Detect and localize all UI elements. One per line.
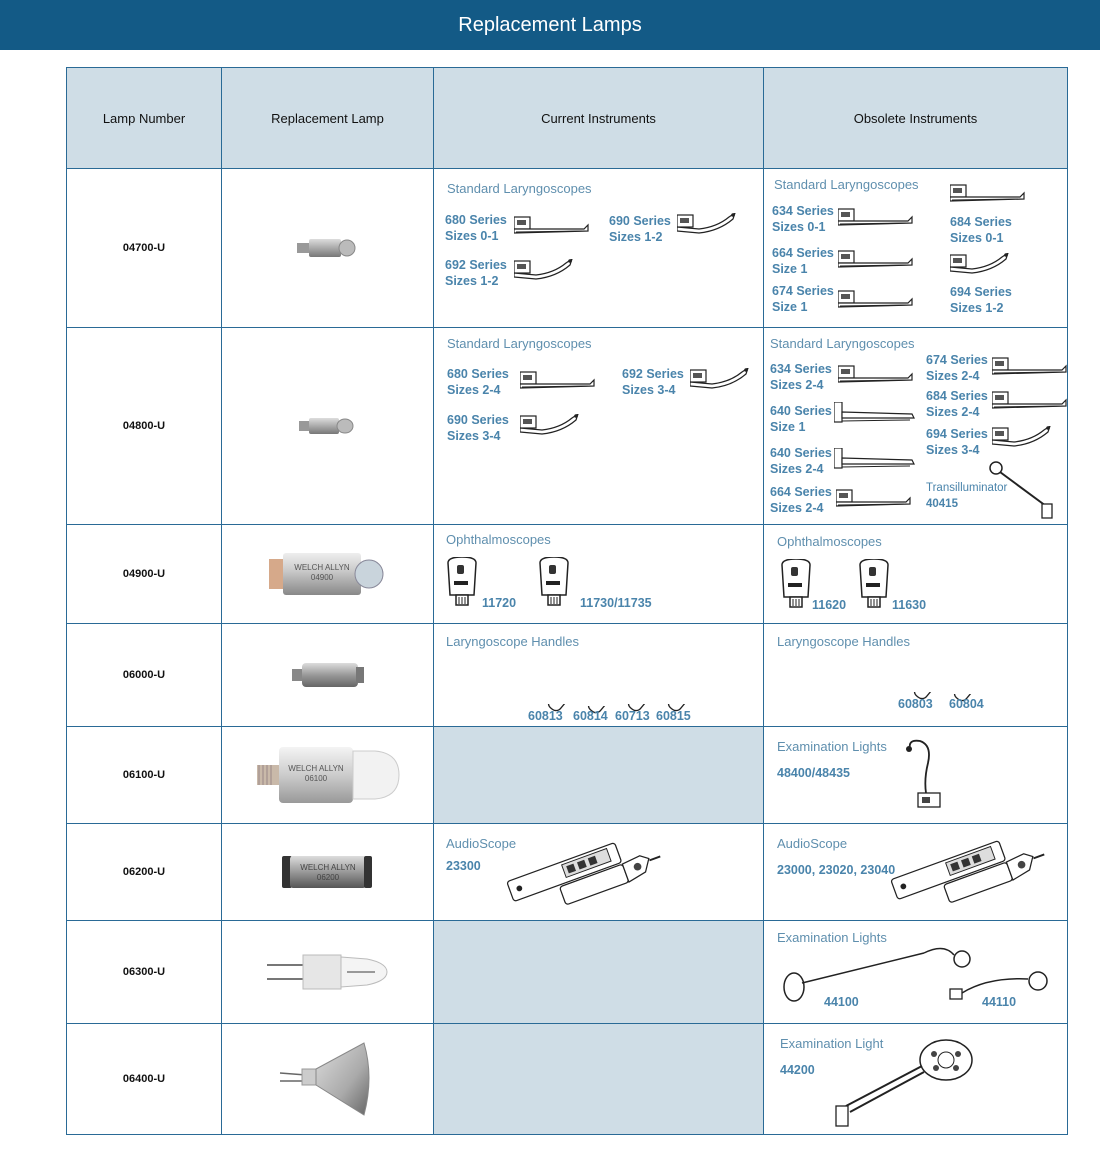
current-instruments-cell xyxy=(434,525,764,624)
current-instruments-cell xyxy=(434,824,764,921)
laryngoscope-blade-icon xyxy=(992,390,1068,412)
lamp-number: 06000-U xyxy=(67,624,222,727)
laryngoscope-blade-icon xyxy=(690,368,752,392)
instrument-label: 634 Series Sizes 2-4 xyxy=(770,362,832,392)
obsolete-instruments-cell xyxy=(764,624,1068,727)
section-title: Standard Laryngoscopes xyxy=(770,336,915,351)
transilluminator-icon xyxy=(986,460,1062,524)
obsolete-instruments-cell xyxy=(764,328,1068,525)
lamp-number: 06200-U xyxy=(67,824,222,921)
examination-light-icon xyxy=(826,1030,976,1130)
instrument-label: 674 Series Size 1 xyxy=(772,284,834,314)
lamp-number: 04700-U xyxy=(67,169,222,328)
lamp-icon xyxy=(263,545,393,603)
instrument-label: 11720 xyxy=(482,596,517,610)
obsolete-instruments-cell xyxy=(764,1024,1068,1135)
svg-text:WELCH ALLYN: WELCH ALLYN xyxy=(287,764,344,773)
instrument-label: 692 Series Sizes 1-2 xyxy=(445,258,507,288)
table-row xyxy=(67,921,1068,1024)
table-row xyxy=(67,727,1068,824)
laryngoscope-blade-icon xyxy=(520,370,600,392)
instrument-label: 44100 xyxy=(824,995,859,1009)
lamp-number: 04900-U xyxy=(67,525,222,624)
audioscope-icon xyxy=(498,834,678,920)
section-title: Ophthalmoscopes xyxy=(446,532,551,547)
section-title: Laryngoscope Handles xyxy=(777,634,910,649)
replacement-lamps-table xyxy=(66,67,1068,1135)
instrument-label: 680 Series Sizes 2-4 xyxy=(447,367,509,397)
instrument-label: 674 Series Sizes 2-4 xyxy=(926,353,988,383)
lamp-image-cell xyxy=(222,727,434,824)
instrument-label: 11630 xyxy=(892,598,927,612)
obsolete-instruments-cell xyxy=(764,727,1068,824)
instrument-label: 634 Series Sizes 0-1 xyxy=(772,204,834,234)
instrument-label: 694 Series Sizes 3-4 xyxy=(926,427,988,457)
instrument-label: 694 Series Sizes 1-2 xyxy=(950,285,1012,315)
instrument-label: 690 Series Sizes 3-4 xyxy=(447,413,509,443)
laryngoscope-blade-icon xyxy=(520,414,582,438)
svg-text:04900: 04900 xyxy=(310,573,333,582)
section-title: Examination Lights xyxy=(777,739,887,754)
instrument-label: 690 Series Sizes 1-2 xyxy=(609,214,671,244)
section-title: Laryngoscope Handles xyxy=(446,634,579,649)
section-title: Ophthalmoscopes xyxy=(777,534,882,549)
svg-text:WELCH ALLYN: WELCH ALLYN xyxy=(299,863,356,872)
obsolete-instruments-cell xyxy=(764,525,1068,624)
table-row xyxy=(67,824,1068,921)
audioscope-icon xyxy=(882,832,1062,918)
instrument-label: 60813 xyxy=(528,709,563,723)
lamp-icon xyxy=(278,1039,378,1119)
instrument-label: 60815 xyxy=(656,709,691,723)
instrument-label: 44200 xyxy=(780,1063,815,1077)
instrument-label: 44110 xyxy=(982,995,1017,1009)
lamp-image-cell xyxy=(222,169,434,328)
instrument-label: 60814 xyxy=(573,709,608,723)
obsolete-instruments-cell xyxy=(764,921,1068,1024)
lamp-image-cell xyxy=(222,921,434,1024)
current-instruments-cell xyxy=(434,624,764,727)
laryngoscope-blade-icon xyxy=(950,253,1024,281)
laryngoscope-blade-icon xyxy=(834,448,918,470)
instrument-label: 60803 xyxy=(898,697,933,711)
obsolete-instruments-cell xyxy=(764,824,1068,921)
laryngoscope-blade-icon xyxy=(514,215,594,237)
current-instruments-cell xyxy=(434,169,764,328)
lamp-number: 06400-U xyxy=(67,1024,222,1135)
laryngoscope-blade-icon xyxy=(838,289,918,311)
table-row xyxy=(67,525,1068,624)
table-row xyxy=(67,169,1068,328)
laryngoscope-blade-icon xyxy=(838,207,918,229)
lamp-number: 04800-U xyxy=(67,328,222,525)
lamp-image-cell xyxy=(222,824,434,921)
laryngoscope-blade-icon xyxy=(836,488,916,510)
header-current-instruments: Current Instruments xyxy=(434,68,764,169)
lamp-number: 06300-U xyxy=(67,921,222,1024)
obsolete-instruments-cell xyxy=(764,169,1068,328)
instrument-label: 60804 xyxy=(949,697,984,711)
header-row xyxy=(67,68,1068,169)
lamp-icon xyxy=(293,233,363,263)
ophthalmoscope-icon xyxy=(778,559,814,613)
section-title: AudioScope xyxy=(446,836,517,851)
lamp-image-cell xyxy=(222,1024,434,1135)
laryngoscope-blade-icon xyxy=(838,249,918,271)
laryngoscope-blade-icon xyxy=(950,183,1042,211)
instrument-label: 640 Series Size 1 xyxy=(770,404,832,434)
table-row xyxy=(67,624,1068,727)
instrument-label: 664 Series Size 1 xyxy=(772,246,834,276)
section-title: Standard Laryngoscopes xyxy=(774,177,919,192)
instrument-label: 640 Series Sizes 2-4 xyxy=(770,446,832,476)
svg-text:06200: 06200 xyxy=(316,873,339,882)
laryngoscope-blade-icon xyxy=(514,259,576,283)
lamp-image-cell xyxy=(222,624,434,727)
page-title: Replacement Lamps xyxy=(0,0,1100,50)
svg-text:WELCH ALLYN: WELCH ALLYN xyxy=(293,563,350,572)
examination-light-icon xyxy=(904,739,954,811)
instrument-label: 60713 xyxy=(615,709,650,723)
lamp-icon xyxy=(253,741,403,809)
header-obsolete-instruments: Obsolete Instruments xyxy=(764,68,1068,169)
instrument-label: 11730/11735 xyxy=(580,596,652,610)
ophthalmoscope-icon xyxy=(856,559,892,613)
instrument-label: 48400/48435 xyxy=(777,766,850,780)
instrument-label: 692 Series Sizes 3-4 xyxy=(622,367,684,397)
instrument-label: 664 Series Sizes 2-4 xyxy=(770,485,832,515)
svg-text:06100: 06100 xyxy=(304,774,327,783)
instrument-label: 23300 xyxy=(446,859,481,873)
instrument-label: 11620 xyxy=(812,598,847,612)
laryngoscope-blade-icon xyxy=(992,356,1068,378)
ophthalmoscope-icon xyxy=(536,557,572,607)
current-instruments-cell-empty xyxy=(434,921,764,1024)
instrument-label: Transilluminator 40415 xyxy=(926,482,1008,510)
ophthalmoscope-icon xyxy=(444,557,480,607)
lamp-image-cell xyxy=(222,525,434,624)
lamp-icon xyxy=(263,947,393,997)
section-title: Examination Lights xyxy=(777,930,887,945)
laryngoscope-blade-icon xyxy=(834,402,918,424)
laryngoscope-blade-icon xyxy=(992,426,1054,450)
table-row xyxy=(67,328,1068,525)
instrument-label: 680 Series Sizes 0-1 xyxy=(445,213,507,243)
laryngoscope-blade-icon xyxy=(677,213,739,237)
section-title: Examination Light xyxy=(780,1036,884,1051)
header-replacement-lamp: Replacement Lamp xyxy=(222,68,434,169)
current-instruments-cell-empty xyxy=(434,1024,764,1135)
section-title: Standard Laryngoscopes xyxy=(447,336,592,351)
lamp-image-cell xyxy=(222,328,434,525)
table-row xyxy=(67,1024,1068,1135)
instrument-label: 684 Series Sizes 0-1 xyxy=(950,215,1012,245)
lamp-icon xyxy=(288,659,368,691)
instrument-label: 23000, 23020, 23040 xyxy=(777,863,896,877)
lamp-icon xyxy=(280,852,376,892)
header-lamp-number: Lamp Number xyxy=(67,68,222,169)
current-instruments-cell-empty xyxy=(434,727,764,824)
instrument-label: 684 Series Sizes 2-4 xyxy=(926,389,988,419)
section-title: Standard Laryngoscopes xyxy=(447,181,592,196)
current-instruments-cell xyxy=(434,328,764,525)
section-title: AudioScope xyxy=(777,836,848,851)
laryngoscope-blade-icon xyxy=(838,364,918,386)
lamp-icon xyxy=(295,413,361,439)
lamp-number: 06100-U xyxy=(67,727,222,824)
